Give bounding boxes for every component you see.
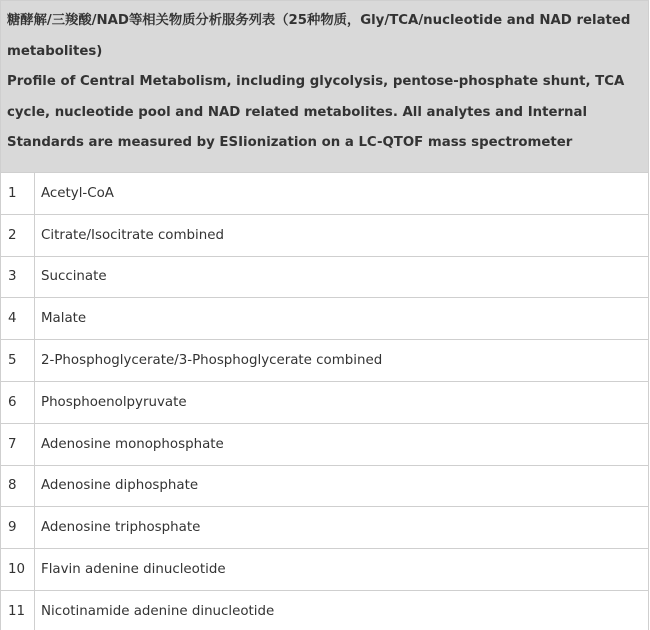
table-row: [1, 381, 649, 423]
row-number: 4: [1, 298, 35, 340]
row-number: 3: [1, 256, 35, 298]
table-row: [1, 256, 649, 298]
row-number: 1: [1, 173, 35, 215]
row-number: 8: [1, 465, 35, 507]
metabolite-name: Adenosine triphosphate: [35, 507, 649, 549]
table-row: [1, 340, 649, 382]
metabolite-name: Phosphoenolpyruvate: [35, 381, 649, 423]
table-row: [1, 507, 649, 549]
metabolite-name: Citrate/Isocitrate combined: [35, 214, 649, 256]
metabolite-name: 2-Phosphoglycerate/3-Phosphoglycerate combined: [35, 340, 649, 382]
row-number: 5: [1, 340, 35, 382]
row-number: 6: [1, 381, 35, 423]
table-header-row: [1, 1, 649, 173]
row-number: 11: [1, 590, 35, 630]
table-header-cell: [1, 1, 649, 173]
table-row: [1, 549, 649, 591]
metabolite-name: Adenosine monophosphate: [35, 423, 649, 465]
metabolite-name: Succinate: [35, 256, 649, 298]
metabolite-name: Nicotinamide adenine dinucleotide: [35, 590, 649, 630]
table-row: [1, 590, 649, 630]
row-number: 10: [1, 549, 35, 591]
row-number: 7: [1, 423, 35, 465]
table-row: [1, 298, 649, 340]
metabolite-name: Flavin adenine dinucleotide: [35, 549, 649, 591]
table-row: [1, 214, 649, 256]
header-title-cn: 糖酵解/三羧酸/NAD等相关物质分析服务列表（25种物质，Gly/TCA/nucleotide and NAD related metabolites): [7, 13, 631, 59]
table-row: [1, 173, 649, 215]
table-row: [1, 423, 649, 465]
metabolite-name: Adenosine diphosphate: [35, 465, 649, 507]
metabolite-name: Acetyl-CoA: [35, 173, 649, 215]
row-number: 2: [1, 214, 35, 256]
metabolite-name: Malate: [35, 298, 649, 340]
row-number: 9: [1, 507, 35, 549]
header-description: Profile of Central Metabolism, including glycolysis, pentose-phosphate shunt, TCA cycle, nucleotide pool and NAD related metabolites. All analytes and Internal Standards are measured by ESIionization on a LC-QTOF mass spectrometer: [7, 74, 625, 150]
table-row: [1, 465, 649, 507]
